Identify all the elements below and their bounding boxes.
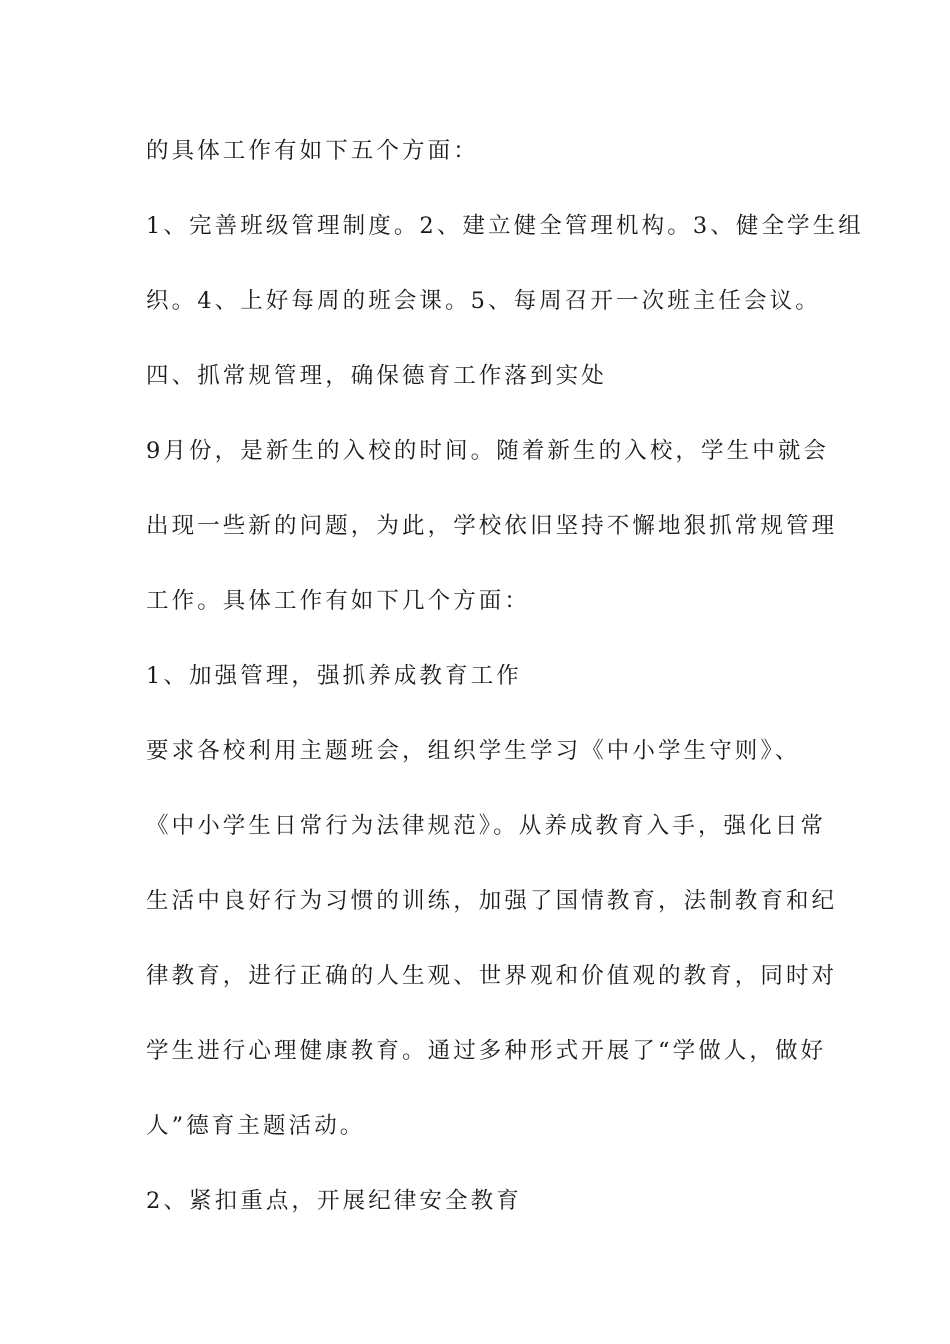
body-text-line: 生活中良好行为习惯的训练，加强了国情教育，法制教育和纪 bbox=[146, 888, 838, 914]
body-text-line: 人”德育主题活动。 bbox=[146, 1113, 366, 1139]
body-text-line: 的具体工作有如下五个方面： bbox=[146, 138, 479, 164]
body-text-line: 9月份，是新生的入校的时间。随着新生的入校，学生中就会 bbox=[146, 438, 830, 464]
body-text-line: 律教育，进行正确的人生观、世界观和价值观的教育，同时对 bbox=[146, 963, 838, 989]
subsection-heading: 2、紧扣重点，开展纪律安全教育 bbox=[146, 1188, 522, 1214]
section-heading: 四、抓常规管理，确保德育工作落到实处 bbox=[146, 363, 607, 389]
body-text-line: 《中小学生日常行为法律规范》。从养成教育入手，强化日常 bbox=[146, 813, 826, 839]
body-text-line: 学生进行心理健康教育。通过多种形式开展了“学做人，做好 bbox=[146, 1038, 827, 1064]
body-text-line: 出现一些新的问题，为此，学校依旧坚持不懈地狠抓常规管理 bbox=[146, 513, 838, 539]
subsection-heading: 1、加强管理，强抓养成教育工作 bbox=[146, 663, 522, 689]
body-text-line: 要求各校利用主题班会，组织学生学习《中小学生守则》、 bbox=[146, 738, 801, 764]
body-text-line: 织。4、上好每周的班会课。5、每周召开一次班主任会议。 bbox=[146, 288, 821, 314]
body-text-line: 1、完善班级管理制度。2、建立健全管理机构。3、健全学生组 bbox=[146, 213, 864, 239]
body-text-line: 工作。具体工作有如下几个方面： bbox=[146, 588, 531, 614]
